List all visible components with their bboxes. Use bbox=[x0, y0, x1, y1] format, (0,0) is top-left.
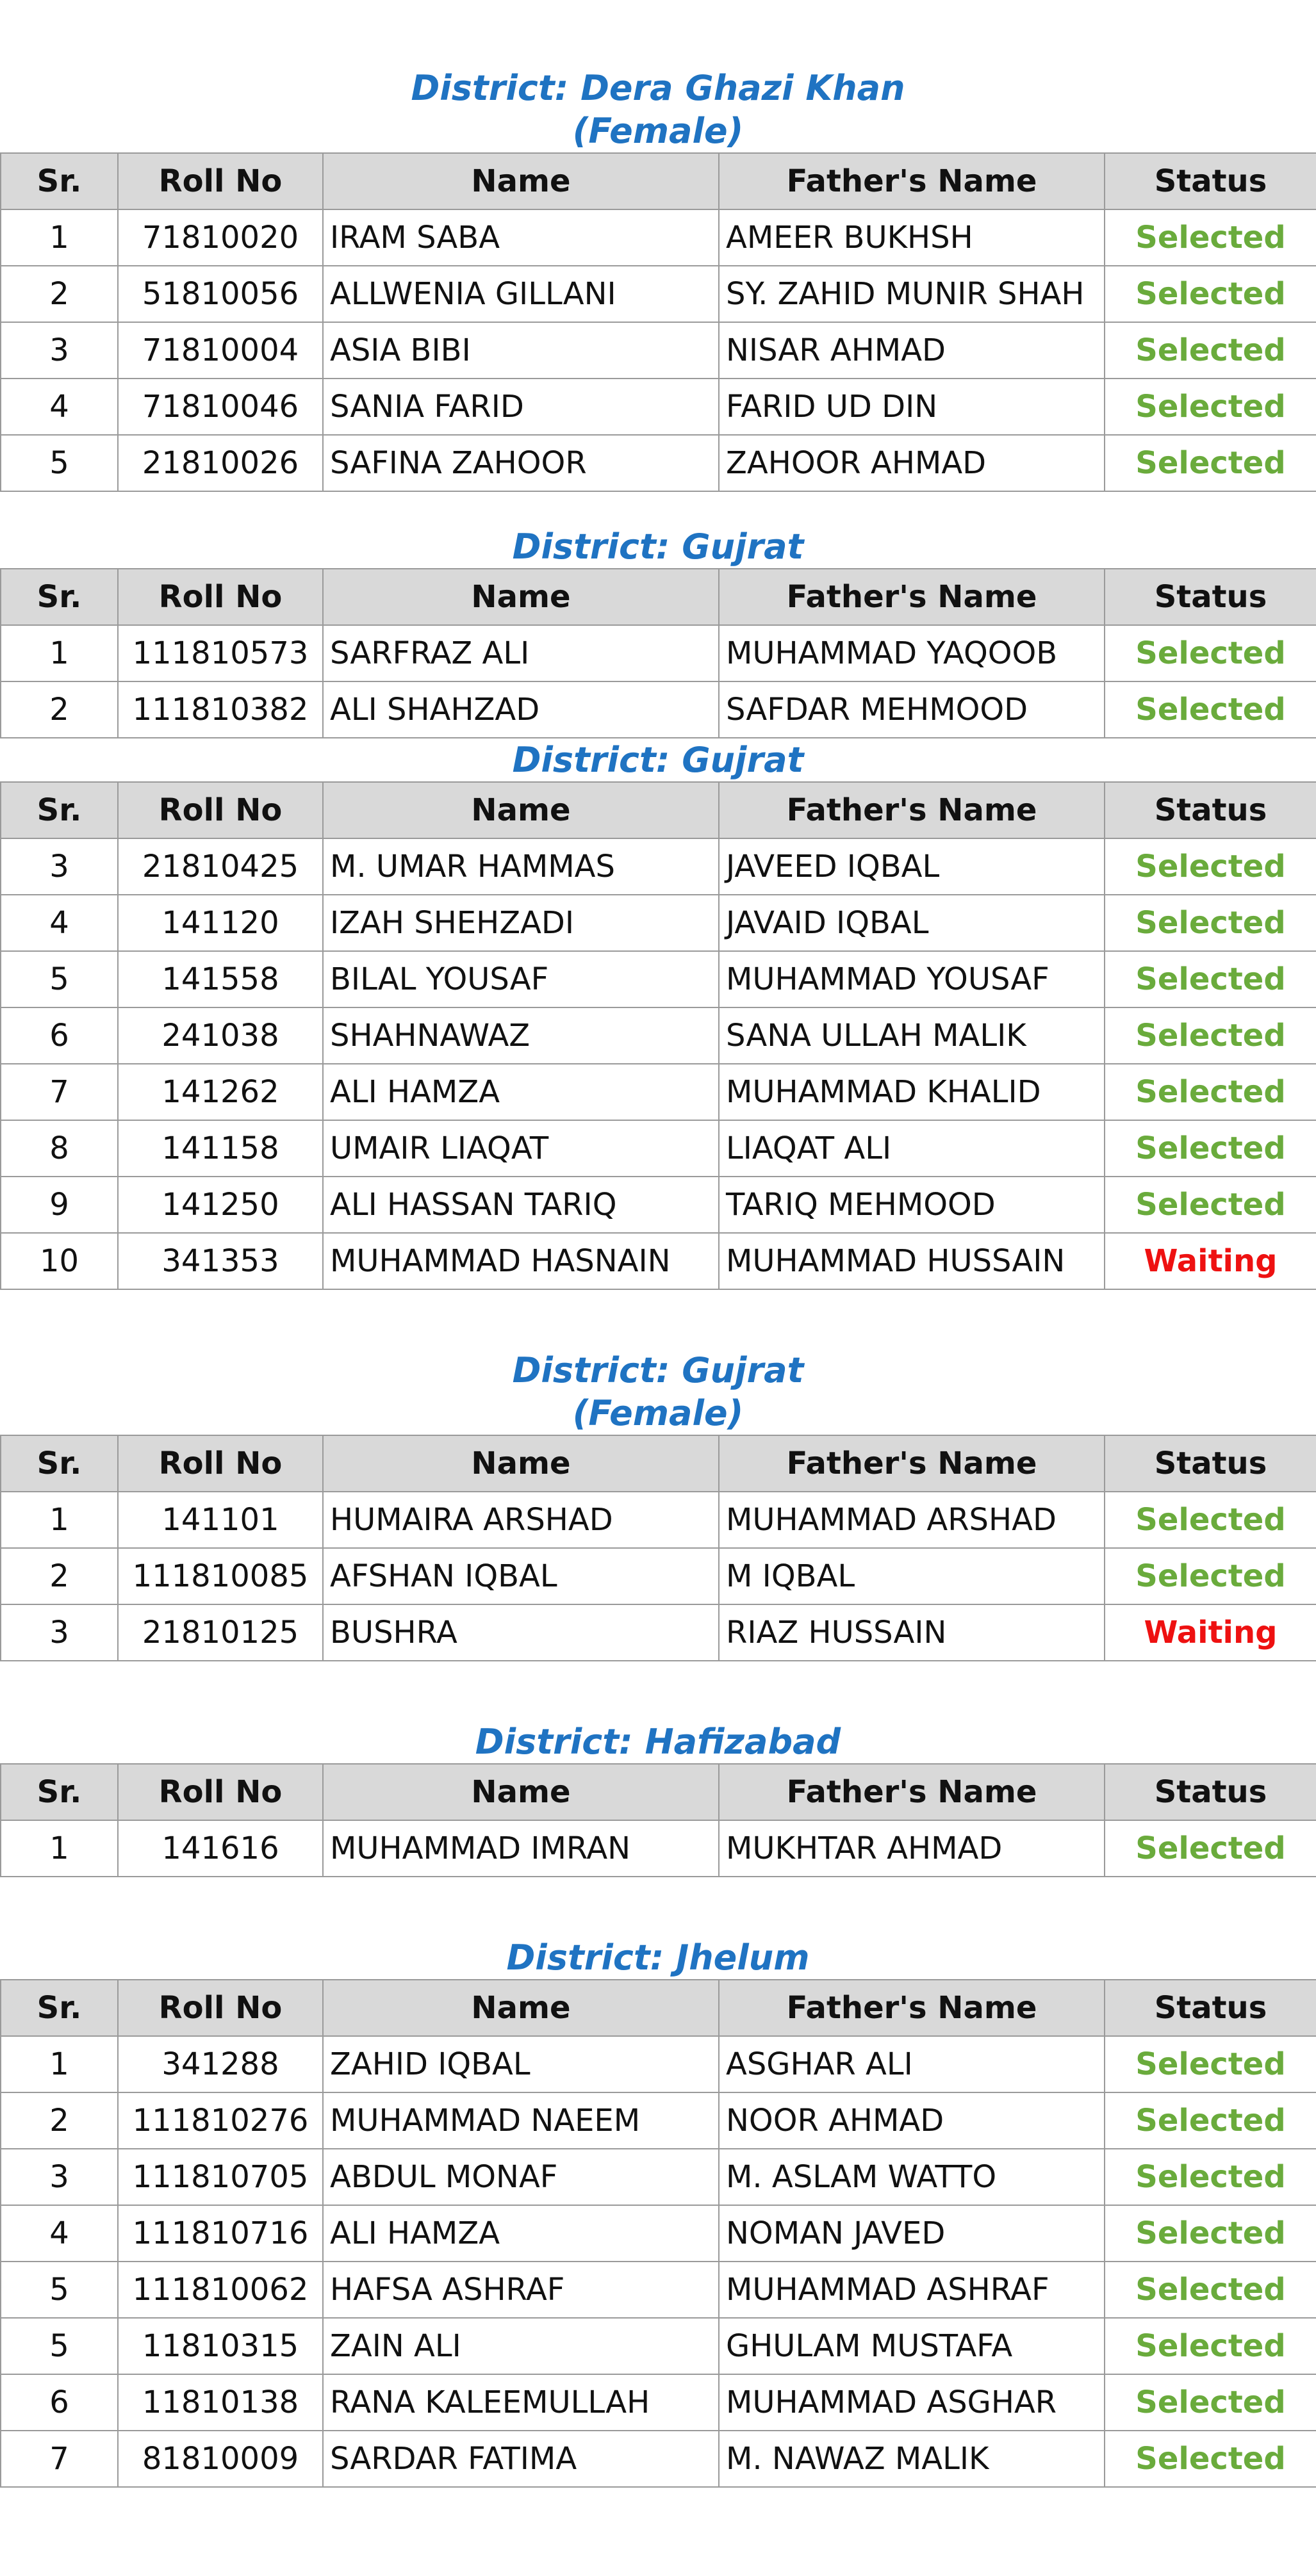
header-sr: Sr. bbox=[1, 1980, 118, 2036]
roll-no-cell: 141262 bbox=[118, 1064, 323, 1120]
sr-cell: 4 bbox=[1, 895, 118, 951]
table-row bbox=[1, 2262, 1316, 2318]
status-cell: Selected bbox=[1105, 2205, 1316, 2262]
header-roll-no: Roll No bbox=[118, 153, 323, 209]
name-cell: MUHAMMAD IMRAN bbox=[323, 1820, 719, 1877]
status-cell: Selected bbox=[1105, 1177, 1316, 1233]
name-cell: ABDUL MONAF bbox=[323, 2149, 719, 2205]
roll-no-cell: 11810315 bbox=[118, 2318, 323, 2374]
status-cell: Selected bbox=[1105, 681, 1316, 738]
roll-no-cell: 111810062 bbox=[118, 2262, 323, 2318]
name-cell: MUHAMMAD NAEEM bbox=[323, 2092, 719, 2149]
name-cell: SHAHNAWAZ bbox=[323, 1007, 719, 1064]
header-sr: Sr. bbox=[1, 153, 118, 209]
header-fathers-name: Father's Name bbox=[719, 1980, 1105, 2036]
sr-cell: 3 bbox=[1, 322, 118, 379]
sr-cell: 2 bbox=[1, 1548, 118, 1604]
header-fathers-name: Father's Name bbox=[719, 153, 1105, 209]
roll-no-cell: 51810056 bbox=[118, 266, 323, 322]
header-status: Status bbox=[1105, 782, 1316, 838]
status-cell: Selected bbox=[1105, 1548, 1316, 1604]
name-cell: ALI HAMZA bbox=[323, 1064, 719, 1120]
sr-cell: 2 bbox=[1, 2092, 118, 2149]
header-name: Name bbox=[323, 569, 719, 625]
sr-cell: 4 bbox=[1, 379, 118, 435]
sr-cell: 1 bbox=[1, 625, 118, 681]
fathers-name-cell: SANA ULLAH MALIK bbox=[719, 1007, 1105, 1064]
fathers-name-cell: AMEER BUKHSH bbox=[719, 209, 1105, 266]
status-cell: Selected bbox=[1105, 2036, 1316, 2092]
fathers-name-cell: MUKHTAR AHMAD bbox=[719, 1820, 1105, 1877]
fathers-name-cell: JAVEED IQBAL bbox=[719, 838, 1105, 895]
header-sr: Sr. bbox=[1, 782, 118, 838]
roll-no-cell: 111810382 bbox=[118, 681, 323, 738]
table-row bbox=[1, 322, 1316, 379]
results-table bbox=[0, 781, 1316, 1290]
header-status: Status bbox=[1105, 569, 1316, 625]
roll-no-cell: 111810276 bbox=[118, 2092, 323, 2149]
sr-cell: 3 bbox=[1, 1604, 118, 1661]
table-row bbox=[1, 1820, 1316, 1877]
name-cell: RANA KALEEMULLAH bbox=[323, 2374, 719, 2431]
name-cell: SANIA FARID bbox=[323, 379, 719, 435]
roll-no-cell: 341288 bbox=[118, 2036, 323, 2092]
status-cell: Selected bbox=[1105, 951, 1316, 1007]
sr-cell: 4 bbox=[1, 2205, 118, 2262]
name-cell: MUHAMMAD HASNAIN bbox=[323, 1233, 719, 1289]
district-section-jhelum bbox=[0, 1936, 1316, 2488]
status-cell: Selected bbox=[1105, 435, 1316, 491]
header-fathers-name: Father's Name bbox=[719, 569, 1105, 625]
status-cell: Waiting bbox=[1105, 1233, 1316, 1289]
table-header-row bbox=[1, 1435, 1316, 1492]
sr-cell: 5 bbox=[1, 435, 118, 491]
results-table bbox=[0, 1435, 1316, 1661]
fathers-name-cell: SAFDAR MEHMOOD bbox=[719, 681, 1105, 738]
header-sr: Sr. bbox=[1, 1435, 118, 1492]
sr-cell: 2 bbox=[1, 681, 118, 738]
roll-no-cell: 71810004 bbox=[118, 322, 323, 379]
sr-cell: 1 bbox=[1, 2036, 118, 2092]
header-status: Status bbox=[1105, 153, 1316, 209]
name-cell: IRAM SABA bbox=[323, 209, 719, 266]
results-table bbox=[0, 152, 1316, 492]
table-row bbox=[1, 625, 1316, 681]
status-cell: Selected bbox=[1105, 2374, 1316, 2431]
roll-no-cell: 241038 bbox=[118, 1007, 323, 1064]
district-section-gujrat-2 bbox=[0, 738, 1316, 1290]
sr-cell: 5 bbox=[1, 951, 118, 1007]
status-cell: Selected bbox=[1105, 2262, 1316, 2318]
district-section-dg-khan-female bbox=[0, 67, 1316, 492]
table-row bbox=[1, 266, 1316, 322]
sr-cell: 5 bbox=[1, 2262, 118, 2318]
header-name: Name bbox=[323, 782, 719, 838]
roll-no-cell: 141101 bbox=[118, 1492, 323, 1548]
header-name: Name bbox=[323, 1764, 719, 1820]
roll-no-cell: 141250 bbox=[118, 1177, 323, 1233]
fathers-name-cell: M IQBAL bbox=[719, 1548, 1105, 1604]
header-fathers-name: Father's Name bbox=[719, 1764, 1105, 1820]
fathers-name-cell: NOMAN JAVED bbox=[719, 2205, 1105, 2262]
name-cell: HUMAIRA ARSHAD bbox=[323, 1492, 719, 1548]
header-roll-no: Roll No bbox=[118, 782, 323, 838]
status-cell: Selected bbox=[1105, 625, 1316, 681]
fathers-name-cell: MUHAMMAD ARSHAD bbox=[719, 1492, 1105, 1548]
sr-cell: 5 bbox=[1, 2318, 118, 2374]
sr-cell: 3 bbox=[1, 2149, 118, 2205]
name-cell: ALLWENIA GILLANI bbox=[323, 266, 719, 322]
roll-no-cell: 111810716 bbox=[118, 2205, 323, 2262]
name-cell: SAFINA ZAHOOR bbox=[323, 435, 719, 491]
table-row bbox=[1, 435, 1316, 491]
fathers-name-cell: RIAZ HUSSAIN bbox=[719, 1604, 1105, 1661]
name-cell: ALI SHAHZAD bbox=[323, 681, 719, 738]
table-row bbox=[1, 1233, 1316, 1289]
fathers-name-cell: ZAHOOR AHMAD bbox=[719, 435, 1105, 491]
roll-no-cell: 141616 bbox=[118, 1820, 323, 1877]
name-cell: BILAL YOUSAF bbox=[323, 951, 719, 1007]
name-cell: SARDAR FATIMA bbox=[323, 2431, 719, 2487]
district-title: District: Dera Ghazi Khan bbox=[411, 68, 905, 108]
fathers-name-cell: TARIQ MEHMOOD bbox=[719, 1177, 1105, 1233]
table-row bbox=[1, 1604, 1316, 1661]
fathers-name-cell: MUHAMMAD ASHRAF bbox=[719, 2262, 1105, 2318]
sr-cell: 10 bbox=[1, 1233, 118, 1289]
header-roll-no: Roll No bbox=[118, 1980, 323, 2036]
roll-no-cell: 21810125 bbox=[118, 1604, 323, 1661]
sr-cell: 7 bbox=[1, 1064, 118, 1120]
roll-no-cell: 111810573 bbox=[118, 625, 323, 681]
status-cell: Selected bbox=[1105, 2318, 1316, 2374]
header-status: Status bbox=[1105, 1980, 1316, 2036]
table-row bbox=[1, 2036, 1316, 2092]
name-cell: IZAH SHEHZADI bbox=[323, 895, 719, 951]
roll-no-cell: 141558 bbox=[118, 951, 323, 1007]
roll-no-cell: 71810046 bbox=[118, 379, 323, 435]
sr-cell: 8 bbox=[1, 1120, 118, 1177]
name-cell: BUSHRA bbox=[323, 1604, 719, 1661]
sr-cell: 1 bbox=[1, 209, 118, 266]
header-status: Status bbox=[1105, 1435, 1316, 1492]
name-cell: ALI HASSAN TARIQ bbox=[323, 1177, 719, 1233]
status-cell: Selected bbox=[1105, 1120, 1316, 1177]
roll-no-cell: 71810020 bbox=[118, 209, 323, 266]
district-title: District: Jhelum bbox=[506, 1937, 810, 1978]
status-cell: Selected bbox=[1105, 838, 1316, 895]
status-cell: Selected bbox=[1105, 1064, 1316, 1120]
status-cell: Selected bbox=[1105, 266, 1316, 322]
district-section-gujrat-female bbox=[0, 1349, 1316, 1661]
status-cell: Selected bbox=[1105, 2431, 1316, 2487]
table-header-row bbox=[1, 569, 1316, 625]
fathers-name-cell: M. NAWAZ MALIK bbox=[719, 2431, 1105, 2487]
status-cell: Selected bbox=[1105, 209, 1316, 266]
table-row bbox=[1, 2431, 1316, 2487]
results-table bbox=[0, 1763, 1316, 1877]
name-cell: UMAIR LIAQAT bbox=[323, 1120, 719, 1177]
table-row bbox=[1, 2149, 1316, 2205]
table-row bbox=[1, 2092, 1316, 2149]
table-row bbox=[1, 1177, 1316, 1233]
roll-no-cell: 21810026 bbox=[118, 435, 323, 491]
table-row bbox=[1, 2205, 1316, 2262]
roll-no-cell: 141158 bbox=[118, 1120, 323, 1177]
table-row bbox=[1, 681, 1316, 738]
header-roll-no: Roll No bbox=[118, 1764, 323, 1820]
status-cell: Selected bbox=[1105, 379, 1316, 435]
status-cell: Selected bbox=[1105, 1820, 1316, 1877]
sr-cell: 1 bbox=[1, 1492, 118, 1548]
sr-cell: 1 bbox=[1, 1820, 118, 1877]
table-row bbox=[1, 379, 1316, 435]
status-cell: Selected bbox=[1105, 1007, 1316, 1064]
status-cell: Waiting bbox=[1105, 1604, 1316, 1661]
district-title: District: Gujrat bbox=[512, 526, 804, 567]
fathers-name-cell: NISAR AHMAD bbox=[719, 322, 1105, 379]
header-roll-no: Roll No bbox=[118, 569, 323, 625]
roll-no-cell: 81810009 bbox=[118, 2431, 323, 2487]
sr-cell: 6 bbox=[1, 2374, 118, 2431]
fathers-name-cell: FARID UD DIN bbox=[719, 379, 1105, 435]
results-table bbox=[0, 1979, 1316, 2488]
fathers-name-cell: NOOR AHMAD bbox=[719, 2092, 1105, 2149]
header-fathers-name: Father's Name bbox=[719, 1435, 1105, 1492]
table-row bbox=[1, 895, 1316, 951]
header-fathers-name: Father's Name bbox=[719, 782, 1105, 838]
header-name: Name bbox=[323, 153, 719, 209]
sr-cell: 3 bbox=[1, 838, 118, 895]
table-header-row bbox=[1, 153, 1316, 209]
status-cell: Selected bbox=[1105, 895, 1316, 951]
table-row bbox=[1, 209, 1316, 266]
roll-no-cell: 111810705 bbox=[118, 2149, 323, 2205]
sr-cell: 2 bbox=[1, 266, 118, 322]
fathers-name-cell: ASGHAR ALI bbox=[719, 2036, 1105, 2092]
fathers-name-cell: SY. ZAHID MUNIR SHAH bbox=[719, 266, 1105, 322]
table-row bbox=[1, 2318, 1316, 2374]
fathers-name-cell: GHULAM MUSTAFA bbox=[719, 2318, 1105, 2374]
district-subtitle: (Female) bbox=[572, 111, 744, 151]
header-status: Status bbox=[1105, 1764, 1316, 1820]
fathers-name-cell: M. ASLAM WATTO bbox=[719, 2149, 1105, 2205]
table-header-row bbox=[1, 782, 1316, 838]
table-row bbox=[1, 1120, 1316, 1177]
roll-no-cell: 111810085 bbox=[118, 1548, 323, 1604]
fathers-name-cell: MUHAMMAD ASGHAR bbox=[719, 2374, 1105, 2431]
table-row bbox=[1, 1492, 1316, 1548]
name-cell: ASIA BIBI bbox=[323, 322, 719, 379]
status-cell: Selected bbox=[1105, 2149, 1316, 2205]
district-title: District: Gujrat bbox=[512, 1350, 804, 1390]
district-section-gujrat-1 bbox=[0, 525, 1316, 738]
table-header-row bbox=[1, 1980, 1316, 2036]
results-table bbox=[0, 568, 1316, 738]
fathers-name-cell: MUHAMMAD YOUSAF bbox=[719, 951, 1105, 1007]
name-cell: ZAIN ALI bbox=[323, 2318, 719, 2374]
roll-no-cell: 341353 bbox=[118, 1233, 323, 1289]
sr-cell: 7 bbox=[1, 2431, 118, 2487]
name-cell: M. UMAR HAMMAS bbox=[323, 838, 719, 895]
fathers-name-cell: JAVAID IQBAL bbox=[719, 895, 1105, 951]
table-row bbox=[1, 838, 1316, 895]
fathers-name-cell: MUHAMMAD HUSSAIN bbox=[719, 1233, 1105, 1289]
table-row bbox=[1, 951, 1316, 1007]
header-name: Name bbox=[323, 1980, 719, 2036]
sr-cell: 6 bbox=[1, 1007, 118, 1064]
header-name: Name bbox=[323, 1435, 719, 1492]
district-title: District: Hafizabad bbox=[475, 1722, 841, 1762]
name-cell: ZAHID IQBAL bbox=[323, 2036, 719, 2092]
district-subtitle: (Female) bbox=[572, 1393, 744, 1433]
header-sr: Sr. bbox=[1, 569, 118, 625]
status-cell: Selected bbox=[1105, 2092, 1316, 2149]
roll-no-cell: 141120 bbox=[118, 895, 323, 951]
status-cell: Selected bbox=[1105, 1492, 1316, 1548]
name-cell: SARFRAZ ALI bbox=[323, 625, 719, 681]
table-header-row bbox=[1, 1764, 1316, 1820]
name-cell: ALI HAMZA bbox=[323, 2205, 719, 2262]
district-title: District: Gujrat bbox=[512, 740, 804, 780]
table-row bbox=[1, 1548, 1316, 1604]
table-row bbox=[1, 1064, 1316, 1120]
header-roll-no: Roll No bbox=[118, 1435, 323, 1492]
name-cell: HAFSA ASHRAF bbox=[323, 2262, 719, 2318]
name-cell: AFSHAN IQBAL bbox=[323, 1548, 719, 1604]
district-section-hafizabad bbox=[0, 1720, 1316, 1877]
table-row bbox=[1, 1007, 1316, 1064]
header-sr: Sr. bbox=[1, 1764, 118, 1820]
fathers-name-cell: LIAQAT ALI bbox=[719, 1120, 1105, 1177]
fathers-name-cell: MUHAMMAD KHALID bbox=[719, 1064, 1105, 1120]
fathers-name-cell: MUHAMMAD YAQOOB bbox=[719, 625, 1105, 681]
status-cell: Selected bbox=[1105, 322, 1316, 379]
table-row bbox=[1, 2374, 1316, 2431]
roll-no-cell: 21810425 bbox=[118, 838, 323, 895]
sr-cell: 9 bbox=[1, 1177, 118, 1233]
roll-no-cell: 11810138 bbox=[118, 2374, 323, 2431]
